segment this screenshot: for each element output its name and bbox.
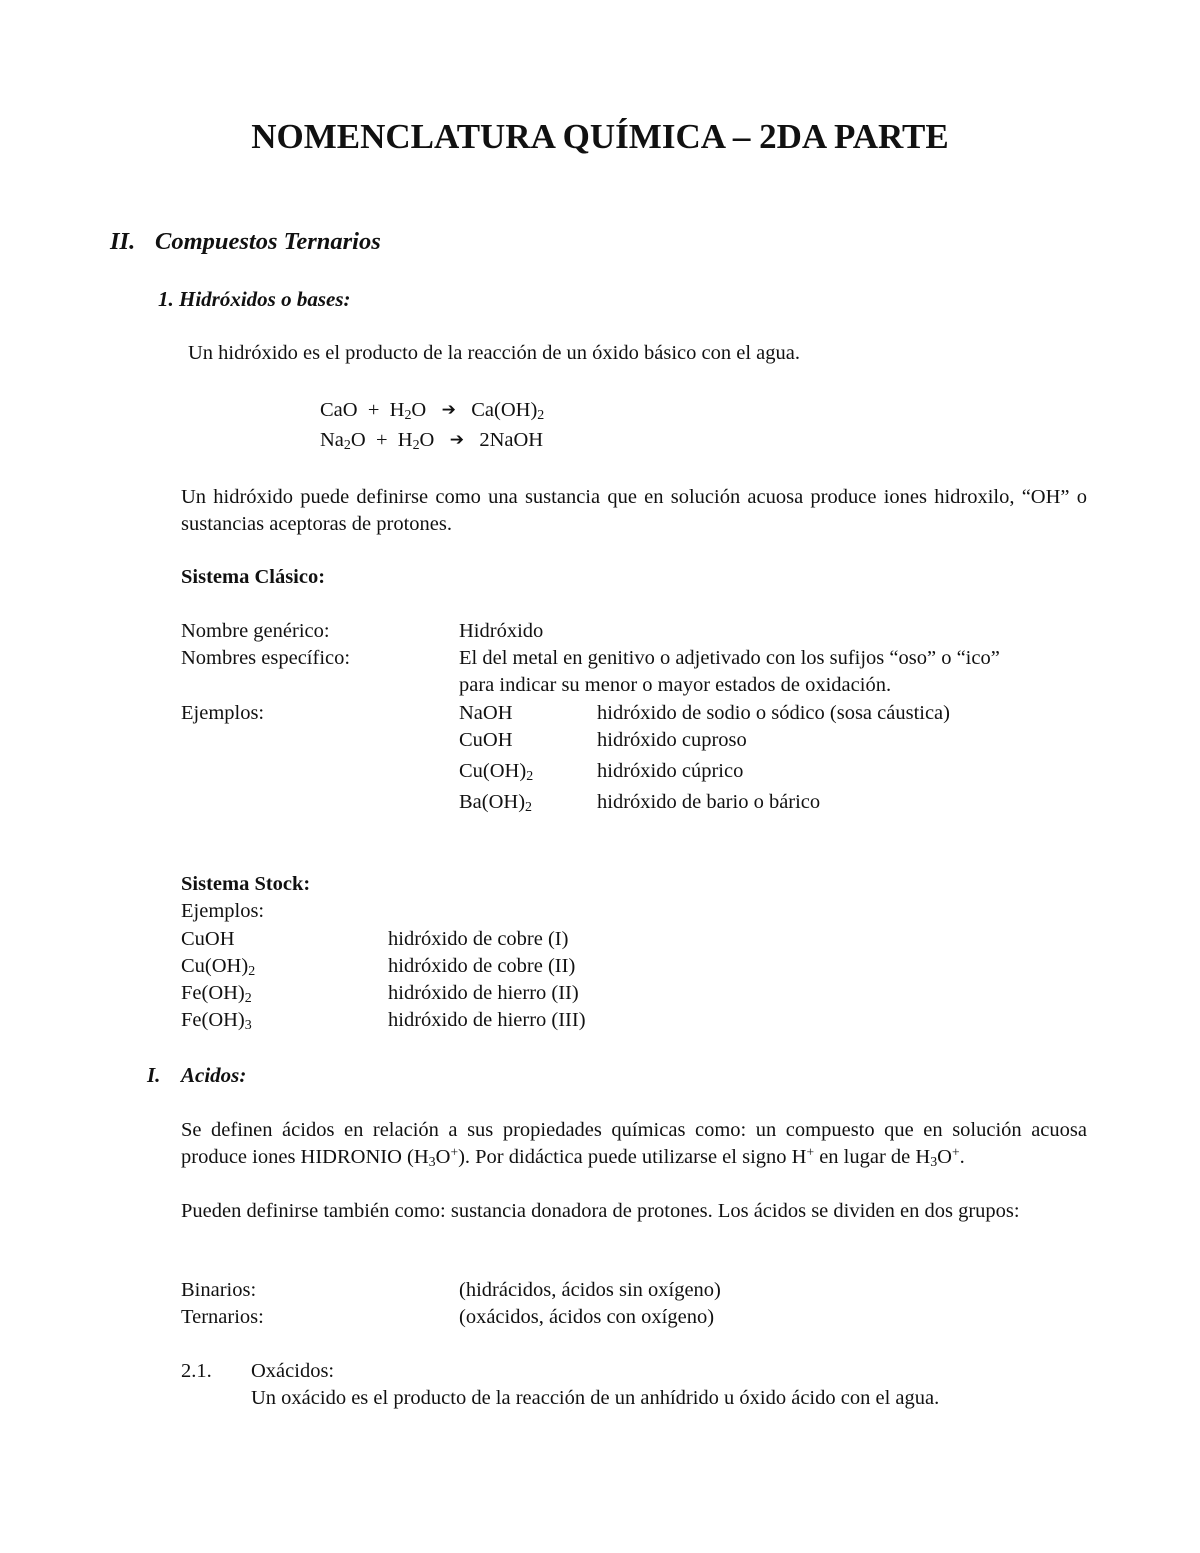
reaction-arrow-icon: ➔ — [441, 400, 456, 420]
clasico-example-name: hidróxido cúprico — [597, 760, 744, 782]
eq1-plus: + — [367, 399, 380, 421]
stock-example-name: hidróxido de cobre (II) — [388, 955, 576, 977]
eq2-plus: + — [375, 429, 388, 451]
acid-group-label: Binarios: — [181, 1279, 257, 1301]
specific-value-line1: El del metal en genitivo o adjetivado con los sufijos “oso” o “ico” — [459, 647, 1000, 669]
acidos-paragraph-1: Se definen ácidos en relación a sus propiedades químicas como: un compuesto que en solución acuosa produce iones HIDRONIO $(H_3O^+)$. Por didáctica puede utilizarse el signo H+ en lugar de $H_3O^+$. — [181, 1119, 1087, 1171]
clasico-example-name: hidróxido de sodio o sódico (sosa cáustica) — [597, 702, 950, 724]
clasico-example-name: hidróxido cuproso — [597, 729, 747, 751]
stock-example-formula: CuOH — [181, 928, 235, 950]
oxacidos-heading: Oxácidos: — [251, 1360, 335, 1382]
oxacidos-text: Un oxácido es el producto de la reacción de un anhídrido u óxido ácido con el agua. — [251, 1387, 940, 1409]
clasico-example-name: hidróxido de bario o bárico — [597, 791, 821, 813]
section-number: II. — [110, 228, 136, 255]
stock-example-formula: $Fe(OH)_3$ — [181, 1009, 252, 1034]
clasico-example-formula: CuOH — [459, 729, 513, 751]
eq1-water: $H_2O$ — [389, 399, 427, 424]
stock-example-formula: $Cu(OH)_2$ — [181, 955, 256, 980]
stock-examples-label: Ejemplos: — [181, 900, 265, 922]
acid-group-value: (hidrácidos, ácidos sin oxígeno) — [459, 1279, 721, 1301]
stock-example-name: hidróxido de hierro (II) — [388, 982, 579, 1004]
hidroxidos-definition: Un hidróxido puede definirse como una sustancia que en solución acuosa produce iones hidroxilo, “OH” o sustancias aceptoras de protones. — [181, 486, 1087, 535]
hidroxidos-intro: Un hidróxido es el producto de la reacción de un óxido básico con el agua. — [188, 342, 800, 364]
page-title: NOMENCLATURA QUÍMICA – 2DA PARTE — [251, 117, 949, 156]
clasico-heading: Sistema Clásico: — [181, 566, 326, 588]
clasico-example-formula: $Ba(OH)_2$ — [459, 791, 533, 816]
eq2-reactant: $Na_2O$ — [320, 429, 366, 454]
generic-value: Hidróxido — [459, 620, 544, 642]
specific-label: Nombres específico: — [181, 647, 351, 669]
clasico-example-formula: NaOH — [459, 702, 513, 724]
eq2-water: $H_2O$ — [397, 429, 435, 454]
reaction-arrow-icon: ➔ — [449, 430, 464, 450]
equation-2 — [320, 429, 544, 454]
acidos-heading: Acidos: — [181, 1063, 247, 1087]
oxacidos-number: 2.1. — [181, 1360, 212, 1382]
eq2-product: 2NaOH — [479, 429, 544, 451]
acidos-paragraph-2: Pueden definirse también como: sustancia donadora de protones. Los ácidos se dividen en dos grupos: — [181, 1200, 1020, 1222]
clasico-examples-label: Ejemplos: — [181, 702, 265, 724]
equation-1 — [320, 399, 545, 424]
stock-heading: Sistema Stock: — [181, 873, 311, 895]
acid-group-value: (oxácidos, ácidos con oxígeno) — [459, 1306, 715, 1328]
clasico-example-formula: $Cu(OH)_2$ — [459, 760, 534, 785]
stock-example-name: hidróxido de cobre (I) — [388, 928, 569, 950]
hidroxidos-heading: 1. Hidróxidos o bases: — [158, 287, 351, 311]
generic-label: Nombre genérico: — [181, 620, 330, 642]
eq1-reactant: CaO — [320, 399, 358, 421]
eq1-product: $Ca(OH)_2$ — [471, 399, 545, 424]
specific-value-line2: para indicar su menor o mayor estados de oxidación. — [459, 674, 892, 696]
stock-example-name: hidróxido de hierro (III) — [388, 1009, 586, 1031]
acid-group-label: Ternarios: — [181, 1306, 264, 1328]
acidos-number: I. — [147, 1063, 161, 1087]
section-title: Compuestos Ternarios — [155, 228, 381, 255]
stock-example-formula: $Fe(OH)_2$ — [181, 982, 252, 1007]
